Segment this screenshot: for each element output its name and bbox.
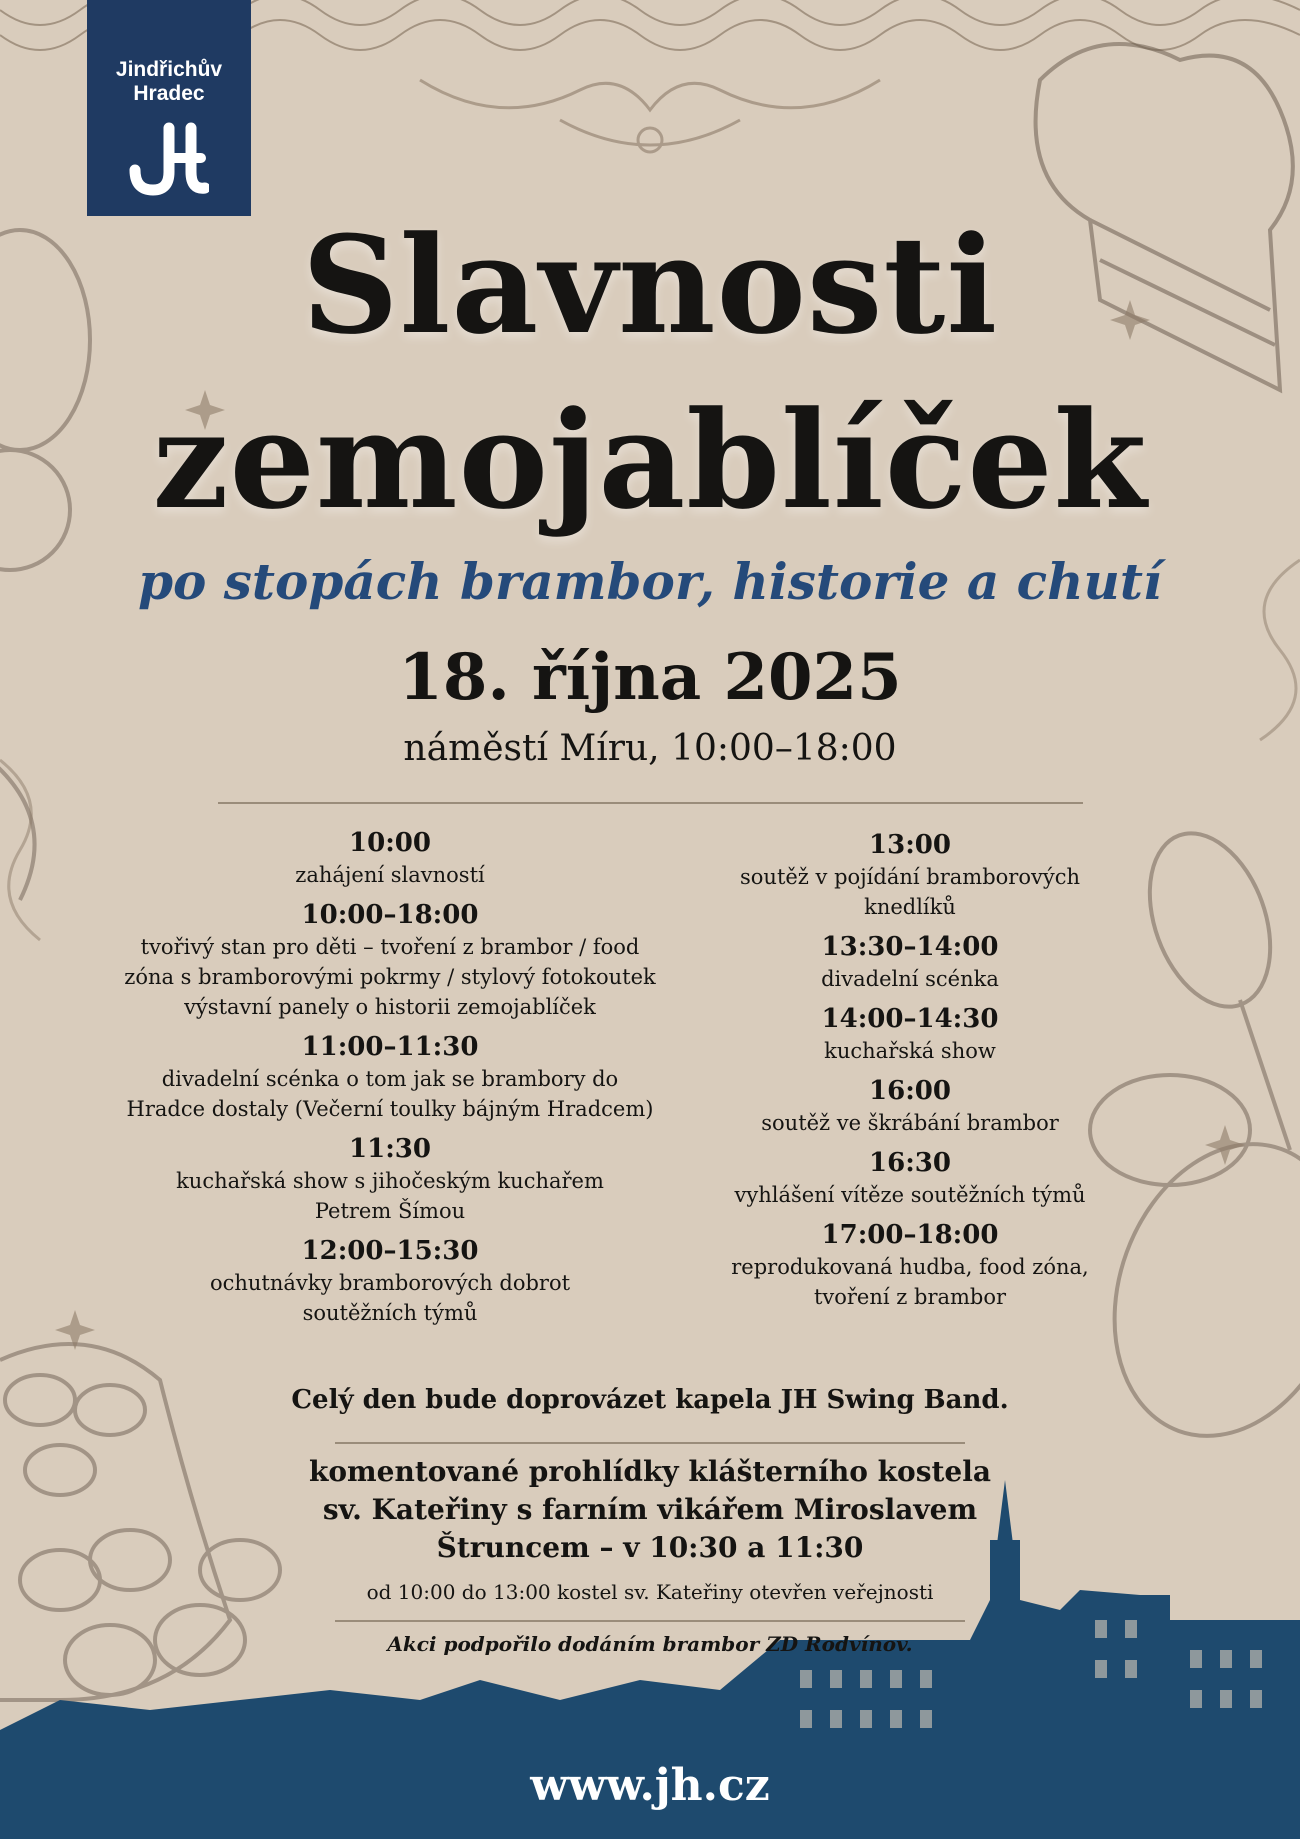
program-item (110, 1234, 670, 1328)
program-desc: zahájení slavností (295, 863, 485, 887)
sponsor-note: Akci podpořilo dodáním brambor ZD Rodvínov. (387, 1632, 913, 1656)
program-time: 13:00 (869, 830, 951, 860)
tours-line: Štruncem – v 10:30 a 11:30 (436, 1531, 864, 1564)
subtitle: po stopách brambor, historie a chutí (138, 552, 1162, 611)
program-desc: Petrem Šímou (314, 1199, 466, 1223)
program-desc: tvoření z brambor (813, 1285, 1007, 1309)
program-time: 12:00–15:30 (301, 1236, 479, 1266)
program-time: 16:30 (869, 1148, 951, 1178)
program-desc: soutěž v pojídání bramborových (740, 865, 1080, 889)
program-desc: soutěž ve škrábání brambor (761, 1111, 1059, 1135)
church-tours (250, 1453, 1050, 1567)
program-item (705, 828, 1115, 922)
tours-line: komentované prohlídky klášterního kostela (308, 1455, 992, 1488)
website-link[interactable]: www.jh.cz (530, 1760, 770, 1811)
program-desc: tvořivý stan pro děti – tvoření z brambor / food (140, 935, 640, 959)
band-note: Celý den bude doprovázet kapela JH Swing Band. (291, 1385, 1009, 1415)
tours-line: sv. Kateřiny s farním vikářem Miroslavem (322, 1493, 978, 1526)
church-open-note: od 10:00 do 13:00 kostel sv. Kateřiny otevřen veřejnosti (366, 1580, 934, 1604)
program-time: 16:00 (869, 1076, 951, 1106)
program-item (705, 1002, 1115, 1066)
program-desc: vyhlášení vítěze soutěžních týmů (734, 1183, 1086, 1207)
divider (335, 1620, 965, 1622)
program-time: 13:30–14:00 (821, 932, 999, 962)
title-line-2: zemojablíček (152, 381, 1148, 539)
logo-line-2: Hradec (133, 82, 205, 105)
program-desc: zóna s bramborovými pokrmy / stylový fotokoutek (124, 965, 656, 989)
program-desc: divadelní scénka o tom jak se brambory do (161, 1067, 619, 1091)
program-desc: divadelní scénka (821, 967, 999, 991)
program-right-column (705, 828, 1115, 1320)
program-time: 11:30 (349, 1134, 431, 1164)
divider (218, 802, 1083, 804)
logo-text (87, 58, 251, 106)
program-time: 10:00–18:00 (301, 900, 479, 930)
program-desc: soutěžních týmů (302, 1301, 478, 1325)
program-desc: kuchařská show s jihočeským kuchařem (176, 1169, 604, 1193)
event-place: náměstí Míru, 10:00–18:00 (403, 728, 897, 769)
program-item (110, 898, 670, 1022)
program-item (705, 1146, 1115, 1210)
program-item (110, 826, 670, 890)
program-time: 17:00–18:00 (821, 1220, 999, 1250)
program-time: 14:00–14:30 (821, 1004, 999, 1034)
program-time: 11:00–11:30 (301, 1032, 479, 1062)
program-item (110, 1132, 670, 1226)
program-desc: Hradce dostaly (Večerní toulky bájným Hradcem) (126, 1097, 654, 1121)
program-desc: reprodukovaná hudba, food zóna, (731, 1255, 1089, 1279)
program-item (705, 930, 1115, 994)
program-desc: výstavní panely o historii zemojablíček (184, 995, 596, 1019)
program-left-column (110, 826, 670, 1336)
program-item (705, 1218, 1115, 1312)
program-desc: knedlíků (864, 895, 956, 919)
program-time: 10:00 (349, 828, 431, 858)
program-item (705, 1074, 1115, 1138)
divider (335, 1442, 965, 1444)
program-desc: ochutnávky bramborových dobrot (209, 1271, 571, 1295)
city-logo (87, 0, 251, 216)
flourish-decoration (420, 80, 880, 152)
logo-line-1: Jindřichův (115, 58, 223, 81)
title-line-1: Slavnosti (301, 206, 999, 364)
program-desc: kuchařská show (824, 1039, 996, 1063)
program-item (110, 1030, 670, 1124)
event-date: 18. října 2025 (398, 640, 902, 715)
jh-monogram-icon (129, 118, 209, 198)
